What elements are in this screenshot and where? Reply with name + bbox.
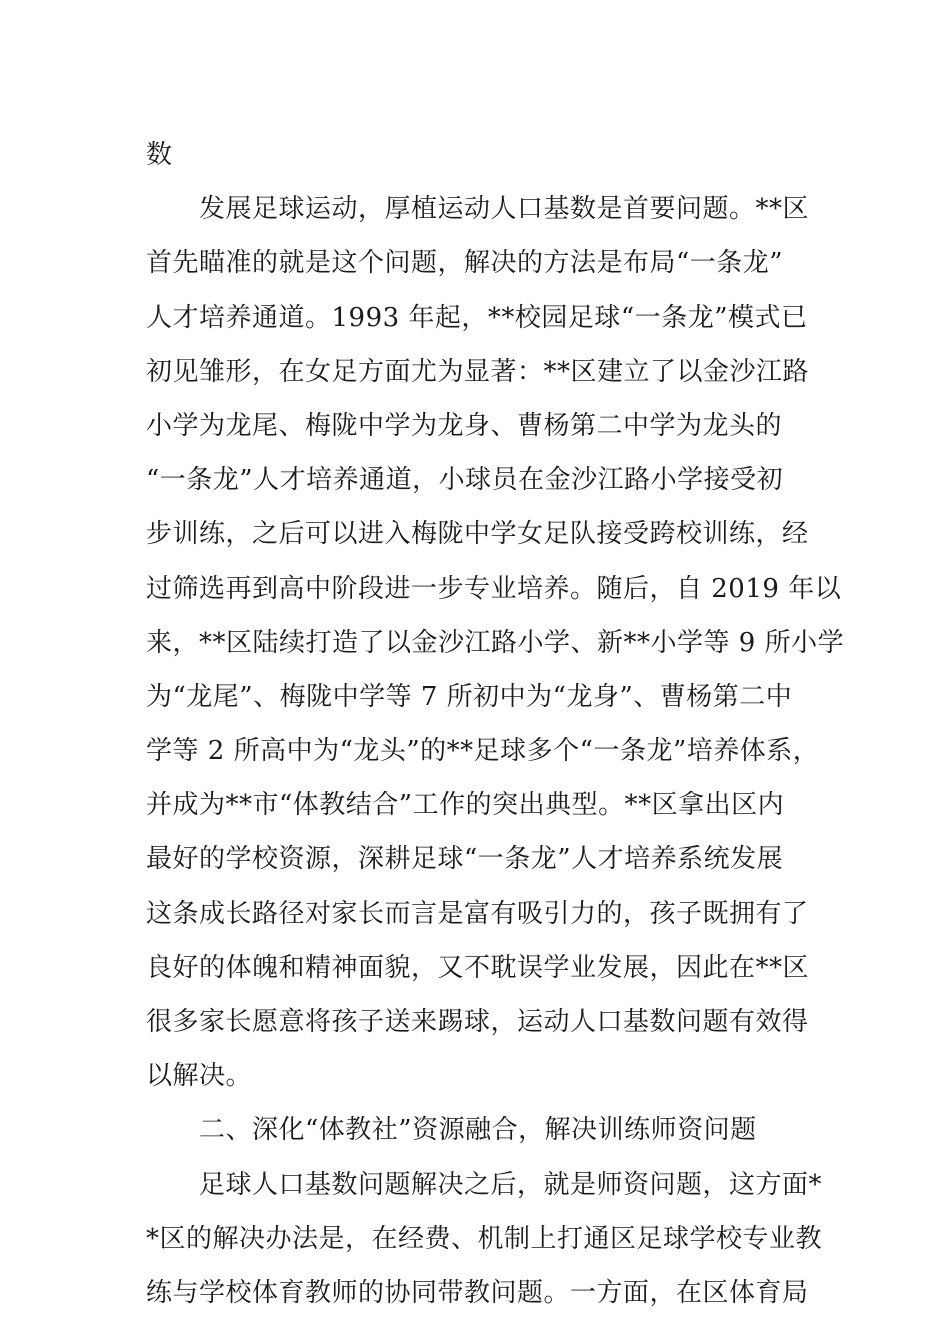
text-line: 人才培养通道。1993 年起，**校园足球“一条龙”模式已 xyxy=(146,302,808,333)
paragraph-start-line: 发展足球运动，厚植运动人口基数是首要问题。**区 xyxy=(146,194,810,225)
text-line: 良好的体魄和精神面貌，又不耽误学业发展，因此在**区 xyxy=(146,952,810,983)
text-line: 为“龙尾”、梅陇中学等 7 所初中为“龙身”、曹杨第二中 xyxy=(146,681,793,712)
text-line: 很多家长愿意将孩子送来踢球，运动人口基数问题有效得 xyxy=(146,1007,809,1037)
text-line: 学等 2 所高中为“龙头”的**足球多个“一条龙”培养体系， xyxy=(146,736,820,767)
text-line: 并成为**市“体教结合”工作的突出典型。**区拿出区内 xyxy=(146,790,785,821)
text-line: 初见雏形，在女足方面尤为显著：**区建立了以金沙江路 xyxy=(146,356,810,387)
text-line: 以解决。 xyxy=(146,1061,253,1092)
text-line: 这条成长路径对家长而言是富有吸引力的，孩子既拥有了 xyxy=(146,898,809,929)
section-heading: 二、深化“体教社”资源融合，解决训练师资问题 xyxy=(146,1115,757,1146)
text-line: *区的解决办法是，在经费、机制上打通区足球学校专业教 xyxy=(146,1223,823,1254)
text-line: 数 xyxy=(146,140,173,170)
text-line: 过筛选再到高中阶段进一步专业培养。随后，自 2019 年以 xyxy=(146,573,842,604)
text-line: 最好的学校资源，深耕足球“一条龙”人才培养系统发展 xyxy=(146,844,784,875)
text-line: 小学为龙尾、梅陇中学为龙身、曹杨第二中学为龙头的 xyxy=(146,410,783,441)
text-line: 首先瞄准的就是这个问题，解决的方法是布局“一条龙” xyxy=(146,248,784,279)
text-line: 练与学校体育教师的协同带教问题。一方面，在区体育局 xyxy=(146,1277,809,1308)
document-body xyxy=(146,128,845,1320)
text-line: “一条龙”人才培养通道，小球员在金沙江路小学接受初 xyxy=(146,465,784,496)
paragraph-start-line: 足球人口基数问题解决之后，就是师资问题，这方面* xyxy=(146,1169,823,1200)
text-line: 步训练，之后可以进入梅陇中学女足队接受跨校训练，经 xyxy=(146,519,809,550)
text-line: 来，**区陆续打造了以金沙江路小学、新**小学等 9 所小学 xyxy=(146,627,845,658)
